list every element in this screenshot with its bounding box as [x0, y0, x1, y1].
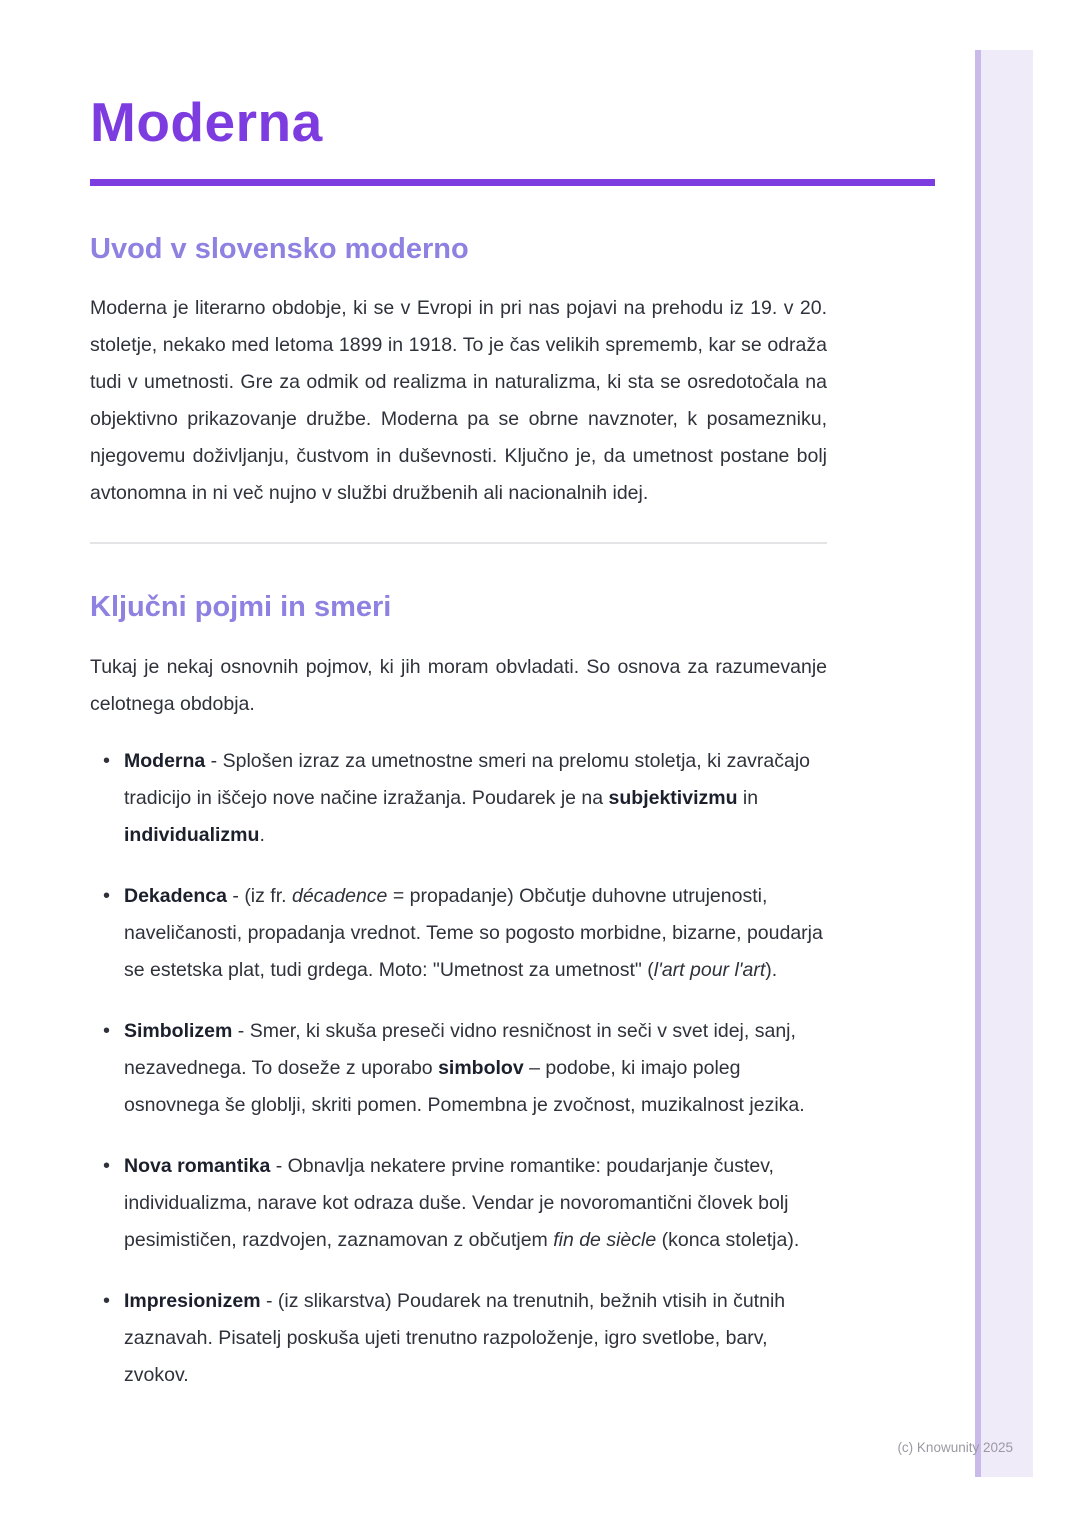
text-run: décadence [291, 885, 388, 908]
copyright-footer: (c) Knowunity 2025 [897, 1440, 1013, 1455]
text-run: Simbolizem [124, 1020, 233, 1043]
text-run: Nova romantika [124, 1155, 271, 1178]
right-accent-strip [975, 50, 1033, 1477]
key-terms-intro-paragraph: Tukaj je nekaj osnovnih pojmov, ki jih moram obvladati. So osnova za razumevanje celotnega obdobja. [90, 656, 827, 716]
text-run: subjektivizmu [608, 787, 738, 810]
text-run: - Smer, ki skuša preseči vidno resničnost in seči v svet idej, sanj, nezavednega. To doseže z uporabo [124, 1020, 796, 1080]
text-run: – podobe, ki imajo poleg osnovnega še globlji, skriti pomen. Pomembna je zvočnost, muzikalnost jezika. [124, 1057, 805, 1117]
text-run: ). [765, 959, 778, 982]
section-heading-uvod: Uvod v slovensko moderno [90, 232, 469, 265]
list-item [124, 878, 824, 989]
text-run: = propadanje) Občutje duhovne utrujenosti, naveličanosti, propadanja vrednot. Teme so pogosto morbidne, bizarne, poudarja se estetska plat, tudi grdega. Moto: "Umetnost za umetnost" ( [124, 885, 823, 982]
key-terms-list [90, 743, 824, 1394]
text-run: - (iz slikarstva) Poudarek na trenutnih, bežnih vtisih in čutnih zaznavah. Pisatelj poskuša ujeti trenutno razpoloženje, igro svetlobe, barv, zvokov. [124, 1290, 786, 1387]
list-item [124, 1013, 824, 1124]
text-run: - Splošen izraz za umetnostne smeri na prelomu stoletja, ki zavračajo tradicijo in iščejo nove načine izražanja. Poudarek je na [124, 750, 811, 810]
page-title: Moderna [90, 91, 323, 153]
intro-paragraph: Moderna je literarno obdobje, ki se v Evropi in pri nas pojavi na prehodu iz 19. v 20. stoletje, nekako med letoma 1899 in 1918. To je čas velikih sprememb, kar se odraža tudi v umetnosti. Gre za odmik od realizma in naturalizma, ki sta se osredotočala na objektivno prikazovanje družbe. Moderna pa se obrne navznoter, k posamezniku, njegovemu doživljanju, čustvom in duševnosti. Ključno je, da umetnost postane bolj avtonomna in ni več nujno v službi družbenih ali nacionalnih idej. [90, 297, 827, 505]
text-run: in [737, 787, 759, 810]
text-run: individualizmu [124, 824, 260, 847]
list-item [124, 1148, 824, 1259]
title-underline-rule [90, 179, 935, 186]
section-divider [90, 542, 827, 544]
text-run: (konca stoletja). [656, 1229, 800, 1252]
text-run: - (iz fr. [226, 885, 292, 908]
text-run: - Obnavlja nekatere prvine romantike: poudarjanje čustev, individualizma, narave kot odraza duše. Vendar je novoromantični človek bolj pesimističen, razdvojen, zaznamovan z občutjem [124, 1155, 789, 1252]
text-run: Impresionizem [124, 1290, 261, 1313]
text-run: . [259, 824, 265, 847]
text-run: fin de siècle [553, 1229, 657, 1252]
text-run: l'art pour l'art [653, 959, 766, 982]
text-run: Dekadenca [124, 885, 227, 908]
text-run: simbolov [438, 1057, 524, 1080]
text-run: Moderna [124, 750, 206, 773]
section-heading-kljucni-pojmi: Ključni pojmi in smeri [90, 591, 392, 624]
list-item [124, 743, 824, 854]
list-item [124, 1283, 824, 1394]
